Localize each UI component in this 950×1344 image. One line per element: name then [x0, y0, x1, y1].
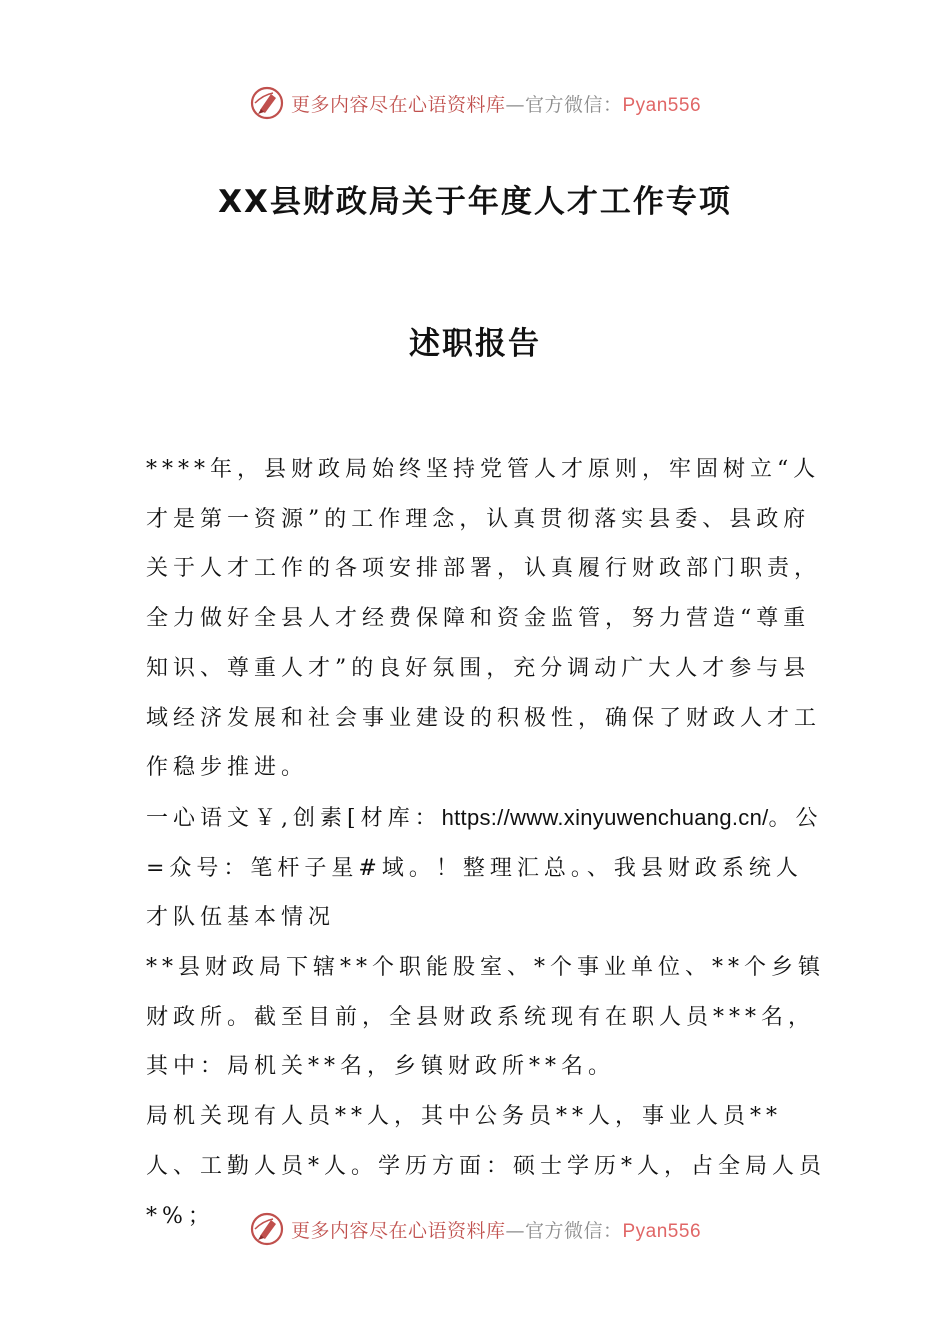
watermark-official-label: —官方微信：	[505, 1219, 623, 1242]
watermark-slogan: 更多内容尽在心语资料库	[290, 93, 506, 116]
source-prefix: 一心语文￥,创素[材库：	[146, 805, 442, 831]
body-paragraph-bureau-staff: 局机关现有人员**人，其中公务员**人，事业人员**人、工勤人员*人。学历方面：硕士学历*人，占全局人员*%；	[146, 1104, 827, 1229]
document-title-line-2: 述职报告	[409, 326, 541, 362]
pen-nib-logo-icon	[249, 85, 285, 121]
footer-watermark-banner	[0, 1207, 950, 1251]
header-watermark-banner	[0, 81, 950, 125]
document-title-line-1: XX县财政局关于年度人才工作专项	[218, 184, 732, 220]
body-paragraph-source	[146, 793, 826, 943]
pen-nib-logo-icon	[249, 1211, 285, 1247]
source-suffix: 。公=众号：笔杆子星#域。！整理汇总。、我县财政系统人才队伍基本情况	[146, 805, 823, 931]
watermark-slogan: 更多内容尽在心语资料库	[290, 1219, 506, 1242]
body-paragraph-intro: ****年，县财政局始终坚持党管人才原则，牢固树立“人才是第一资源”的工作理念，认真贯彻落实县委、县政府关于人才工作的各项安排部署，认真履行财政部门职责，全力做好全县人才经费保障和资金监管，努力营造“尊重知识、尊重人才”的良好氛围，充分调动广大人才参与县域经济发展和社会事业建设的积极性，确保了财政人才工作稳步推进。	[146, 457, 822, 781]
watermark-official-label: —官方微信：	[505, 93, 623, 116]
watermark-wechat-id: Pyan556	[622, 1220, 702, 1242]
watermark-text	[291, 90, 701, 117]
watermark-wechat-id: Pyan556	[622, 94, 702, 116]
watermark-text	[291, 1216, 701, 1243]
source-url: https://www.xinyuwenchuang.cn/	[441, 804, 769, 830]
body-paragraph-staffing: **县财政局下辖**个职能股室、*个事业单位、**个乡镇财政所。截至目前，全县财政系统现有在职人员***名，其中：局机关**名，乡镇财政所**名。	[146, 955, 826, 1080]
document-body	[146, 445, 826, 1241]
